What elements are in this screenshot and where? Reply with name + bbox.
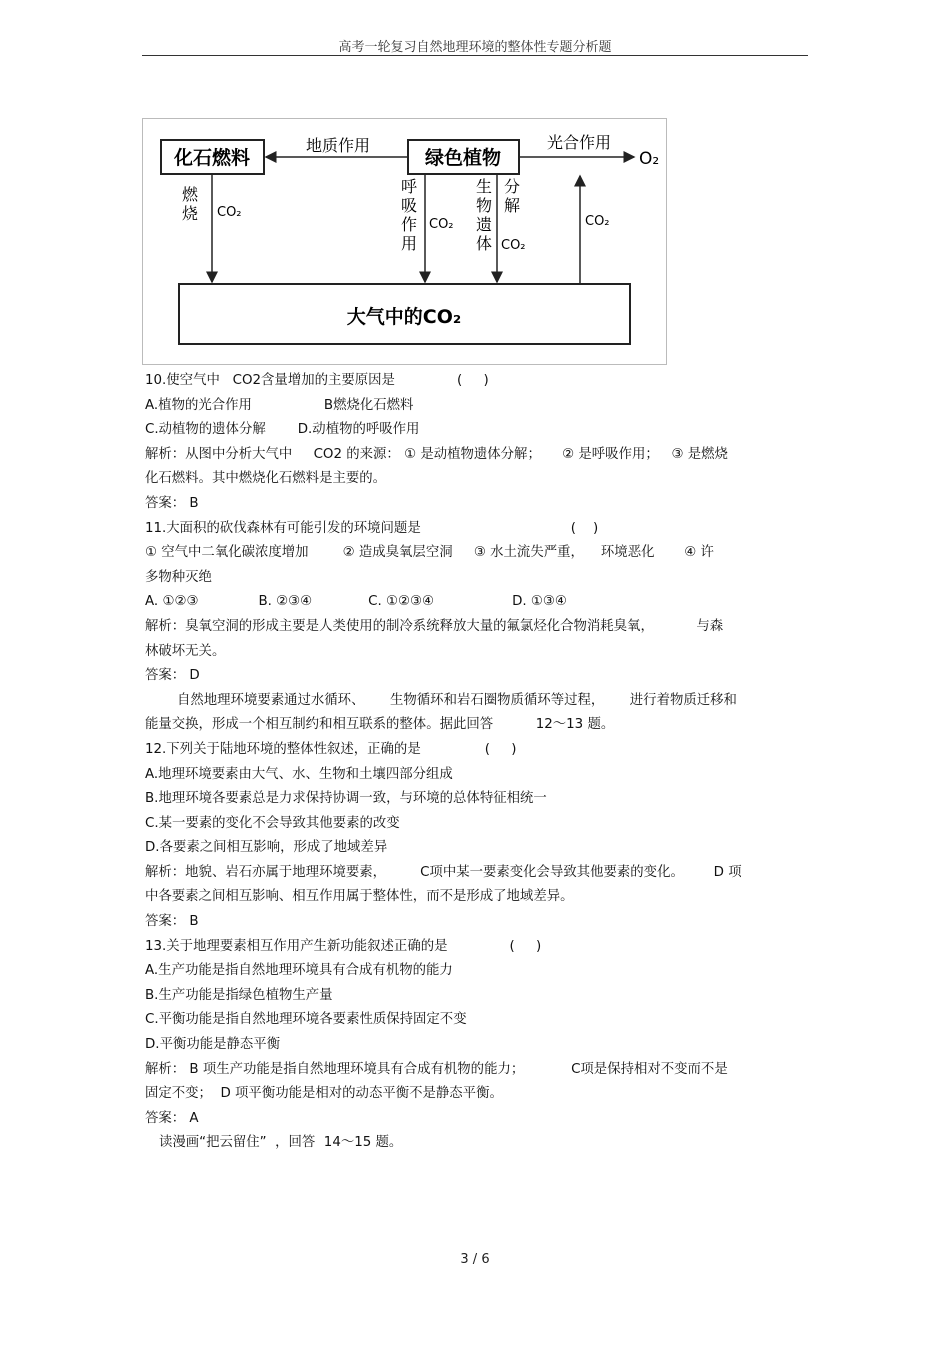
q11-options: A. ①②③ B. ②③④ C. ①②③④ D. ①③④: [145, 594, 567, 610]
q12-analysis-2: 中各要素之间相互影响、相互作用属于整体性，而不是形成了地域差异。: [145, 889, 574, 905]
q11-items-1: ① 空气中二氧化碳浓度增加 ② 造成臭氧层空洞 ③ 水土流失严重， 环境恶化 ④ 许: [145, 545, 714, 561]
respiration-char-1: 呼: [400, 177, 418, 196]
co2-decompose-label: CO₂: [501, 238, 526, 253]
q10-analysis-2: 化石燃料。其中燃烧化石燃料是主要的。: [145, 471, 387, 487]
q12-analysis-1: 解析：地貌、岩石亦属于地理环境要素， C项中某一要素变化会导致其他要素的变化。 D 项: [145, 864, 742, 880]
q13-option-c: C.平衡功能是指自然地理环境各要素性质保持固定不变: [145, 1012, 467, 1028]
photosynthesis-label: 光合作用: [546, 133, 612, 152]
header-rule: [142, 55, 808, 56]
decompose-char-2: 解: [503, 196, 521, 215]
fossil-fuel-label: 化石燃料: [173, 147, 251, 169]
q12-stem: 12.下列关于陆地环境的整体性叙述，正确的是 ( ): [145, 741, 517, 757]
question-content: [145, 369, 807, 1156]
respiration-char-2: 吸: [400, 196, 418, 215]
q11-analysis-1: 解析：臭氧空洞的形成主要是人类使用的制冷系统释放大量的氟氯烃化合物消耗臭氧， 与森: [145, 618, 724, 634]
decompose-char-1: 分: [503, 177, 521, 196]
q11-analysis-2: 林破坏无关。: [145, 643, 226, 659]
q11-answer: 答案： D: [145, 668, 200, 684]
page-number: 3 / 6: [460, 1252, 490, 1267]
q10-options-cd: C.动植物的遗体分解 D.动植物的呼吸作用: [145, 422, 420, 438]
geological-label: 地质作用: [305, 136, 371, 155]
material-1: 自然地理环境要素通过水循环、 生物循环和岩石圈物质循环等过程， 进行着物质迁移和: [177, 692, 737, 708]
q11-items-2: 多物种灭绝: [145, 569, 212, 585]
respiration-char-3: 作: [400, 215, 418, 234]
atmosphere-label: 大气中的CO₂: [346, 306, 462, 328]
material-2: 能量交换，形成一个相互制约和相互联系的整体。据此回答 12～13 题。: [145, 717, 615, 733]
q13-option-a: A.生产功能是指自然地理环境具有合成有机物的能力: [145, 963, 453, 979]
remains-char-4: 体: [475, 234, 493, 253]
q13-analysis-1: 解析： B 项生产功能是指自然地理环境具有合成有机物的能力； C项是保持相对不变而不是: [145, 1061, 728, 1077]
page-header: 高考一轮复习自然地理环境的整体性专题分析题: [338, 40, 612, 55]
q12-option-c: C.某一要素的变化不会导致其他要素的改变: [145, 815, 400, 831]
q13-analysis-2: 固定不变； D 项平衡功能是相对的动态平衡不是静态平衡。: [145, 1086, 503, 1102]
q10-options-ab: A.植物的光合作用 B燃烧化石燃料: [145, 397, 414, 413]
o2-label: O₂: [639, 149, 660, 169]
remains-char-3: 遗: [475, 215, 493, 234]
burn-label-2: 烧: [181, 204, 199, 223]
q10-analysis-1: 解析：从图中分析大气中 CO2 的来源： ① 是动植物遗体分解； ② 是呼吸作用； ③ 是燃烧: [145, 446, 728, 462]
cartoon-prompt: 读漫画“把云留住” ，回答 14～15 题。: [159, 1135, 403, 1151]
q11-stem: 11.大面积的砍伐森林有可能引发的环境问题是 ( ): [145, 520, 599, 536]
co2-burn-label: CO₂: [217, 205, 242, 220]
q12-answer: 答案： B: [145, 914, 199, 930]
carbon-cycle-diagram: [142, 118, 670, 368]
green-plant-label: 绿色植物: [424, 147, 502, 169]
q13-option-b: B.生产功能是指绿色植物生产量: [145, 987, 333, 1003]
q12-option-d: D.各要素之间相互影响，形成了地域差异: [145, 840, 388, 856]
q10-stem: 10.使空气中 CO2含量增加的主要原因是 ( ): [145, 373, 489, 388]
q10-stem-text: 10.使空气中 CO2含量增加的主要原因是: [145, 373, 395, 388]
q13-option-d: D.平衡功能是静态平衡: [145, 1037, 281, 1053]
q12-option-a: A.地理环境要素由大气、水、生物和土壤四部分组成: [145, 766, 453, 782]
co2-respiration-label: CO₂: [429, 217, 454, 232]
q10-answer: 答案： B: [145, 495, 199, 511]
q13-stem: 13.关于地理要素相互作用产生新功能叙述正确的是 ( ): [145, 938, 542, 954]
q13-answer: 答案： A: [145, 1110, 199, 1126]
remains-char-2: 物: [475, 196, 493, 215]
q12-option-b: B.地理环境各要素总是力求保持协调一致，与环境的总体特征相统一: [145, 791, 547, 807]
remains-char-1: 生: [475, 177, 493, 196]
co2-uptake-label: CO₂: [585, 214, 610, 229]
burn-label-1: 燃: [181, 185, 199, 204]
respiration-char-4: 用: [400, 234, 418, 253]
